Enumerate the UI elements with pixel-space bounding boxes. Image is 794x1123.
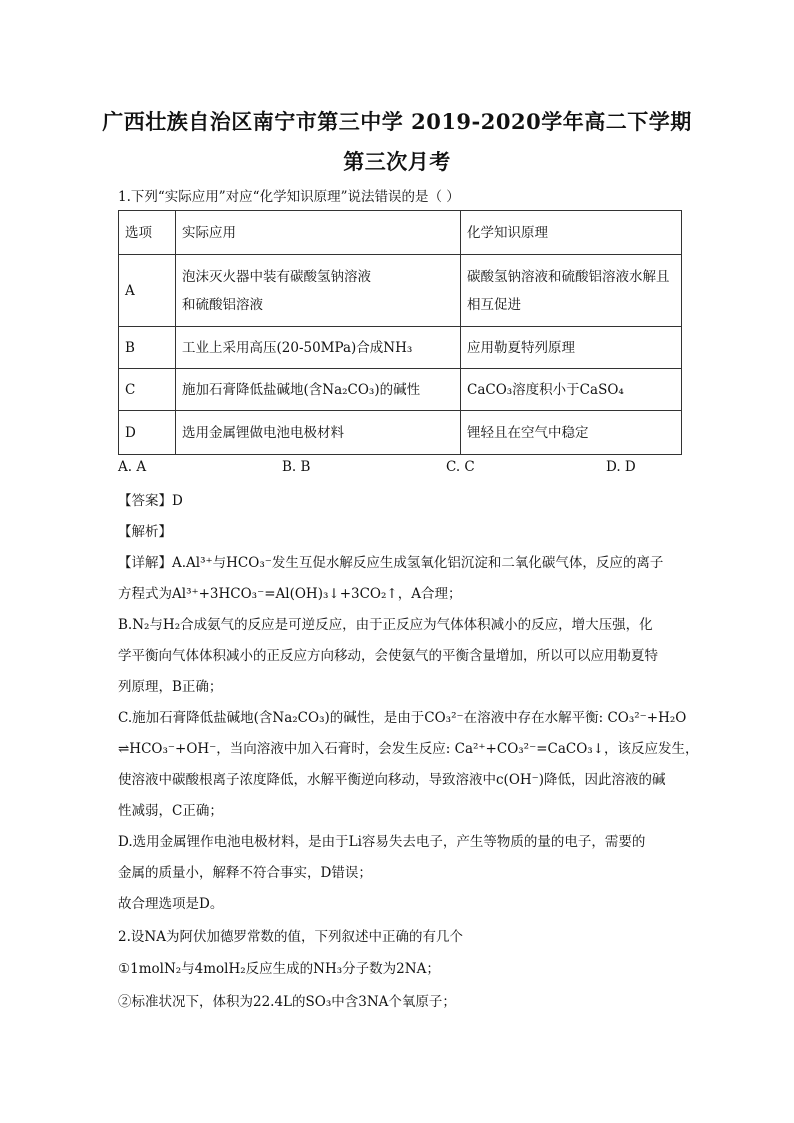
analysis-line: 列原理，B正确；	[118, 679, 223, 695]
question-2-item: ②标准状况下，体积为22.4L的SO₃中含3NA个氧原子；	[118, 994, 456, 1010]
analysis-line: 【详解】A.Al³⁺与HCO₃⁻发生互促水解反应生成氢氧化铝沉淀和二氧化碳气体，反应的离子	[118, 555, 664, 571]
table-row	[119, 411, 682, 455]
header-application: 实际应用	[176, 211, 461, 255]
application-cell: 选用金属锂做电池电极材料	[176, 411, 461, 455]
header-option: 选项	[119, 211, 176, 255]
analysis-line: D.选用金属锂作电池电极材料，是由于Li容易失去电子，产生等物质的量的电子，需要的	[118, 834, 646, 850]
page-title: 广西壮族自治区南宁市第三中学 2019-2020学年高二下学期	[102, 109, 692, 134]
principle-line: 相互促进	[467, 296, 521, 313]
principle-cell: 应用勒夏特列原理	[461, 327, 682, 369]
table-header-row	[119, 211, 682, 255]
options-table	[118, 210, 682, 455]
principle-cell: CaCO₃溶度积小于CaSO₄	[461, 369, 682, 411]
page-subtitle: 第三次月考	[343, 149, 451, 174]
option-label: A	[119, 255, 176, 327]
application-cell: 施加石膏降低盐碱地(含Na₂CO₃)的碱性	[176, 369, 461, 411]
analysis-line: C.施加石膏降低盐碱地(含Na₂CO₃)的碱性，是由于CO₃²⁻在溶液中存在水解平衡: CO₃²⁻+H₂O	[118, 710, 687, 726]
analysis-line: ⇌HCO₃⁻+OH⁻，当向溶液中加入石膏时，会发生反应: Ca²⁺+CO₃²⁻=CaCO₃↓，该反应发生，	[118, 741, 699, 757]
analysis-line: 性减弱，C正确；	[118, 803, 223, 819]
analysis-line: 学平衡向气体体积减小的正反应方向移动，会使氨气的平衡含量增加，所以可以应用勒夏特	[118, 648, 658, 664]
application-line: 泡沫灭火器中装有碳酸氢钠溶液	[182, 268, 371, 285]
answer-line: 【答案】D	[118, 493, 183, 509]
principle-cell	[461, 255, 682, 327]
principle-line: 碳酸氢钠溶液和硫酸铝溶液水解且	[467, 268, 670, 285]
choice-b: B. B	[282, 459, 311, 475]
application-cell	[176, 255, 461, 327]
table-row	[119, 327, 682, 369]
analysis-title: 【解析】	[118, 524, 172, 540]
application-cell: 工业上采用高压(20-50MPa)合成NH₃	[176, 327, 461, 369]
choice-d: D. D	[606, 459, 636, 475]
table-row	[119, 255, 682, 327]
option-label: D	[119, 411, 176, 455]
option-label: B	[119, 327, 176, 369]
analysis-line: 金属的质量小，解释不符合事实，D错误；	[118, 865, 372, 881]
application-line: 和硫酸铝溶液	[182, 296, 263, 313]
question-2-stem: 2.设NA为阿伏加德罗常数的值，下列叙述中正确的有几个	[118, 929, 463, 945]
choice-a: A. A	[118, 459, 147, 475]
question-2-item: ①1molN₂与4molH₂反应生成的NH₃分子数为2NA；	[118, 961, 440, 977]
choice-c: C. C	[446, 459, 475, 475]
option-label: C	[119, 369, 176, 411]
analysis-line: 使溶液中碳酸根离子浓度降低，水解平衡逆向移动，导致溶液中c(OH⁻)降低，因此溶液的碱	[118, 772, 666, 788]
question-1-stem: 1.下列“实际应用”对应“化学知识原理”说法错误的是（ ）	[118, 189, 460, 205]
principle-cell: 锂轻且在空气中稳定	[461, 411, 682, 455]
table-row	[119, 369, 682, 411]
analysis-line: 故合理选项是D。	[118, 896, 224, 912]
analysis-line: B.N₂与H₂合成氨气的反应是可逆反应，由于正反应为气体体积减小的反应，增大压强，化	[118, 617, 653, 633]
header-principle: 化学知识原理	[461, 211, 682, 255]
analysis-line: 方程式为Al³⁺+3HCO₃⁻=Al(OH)₃↓+3CO₂↑，A合理；	[118, 586, 462, 602]
